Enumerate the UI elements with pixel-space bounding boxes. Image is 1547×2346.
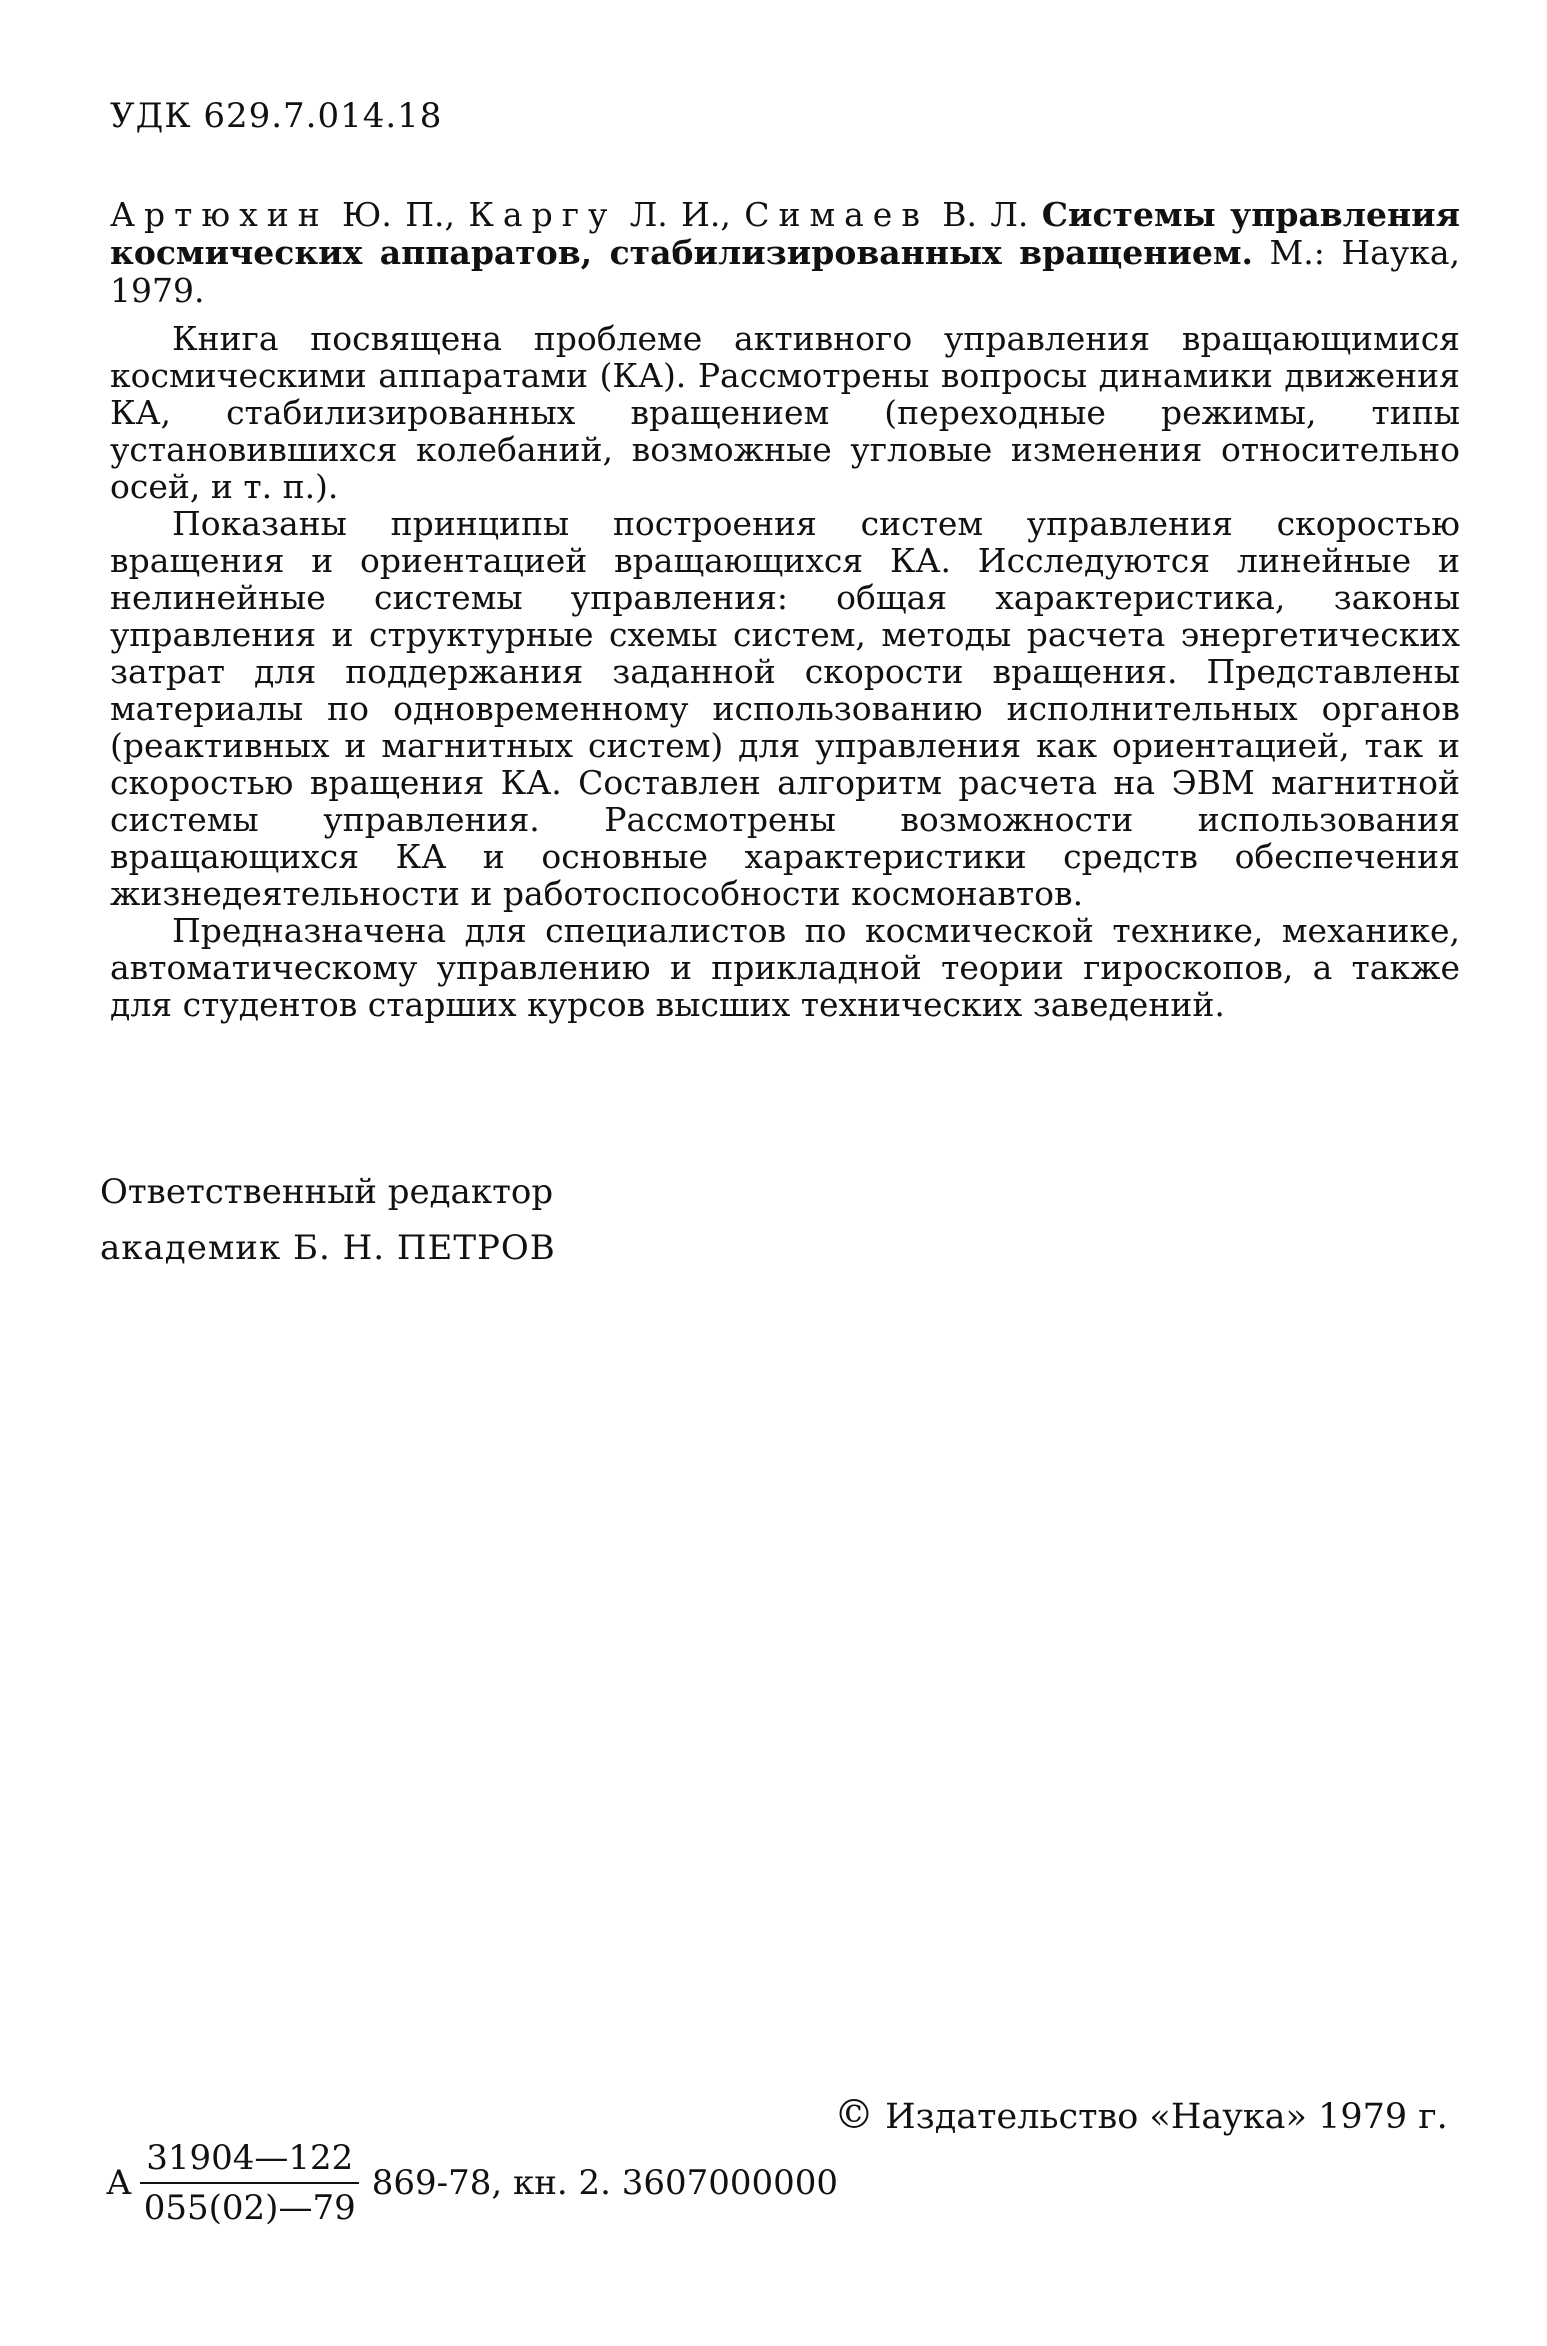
author-3-initials: В. Л. <box>942 195 1029 234</box>
udk-code: УДК 629.7.014.18 <box>110 96 443 136</box>
bibliographic-record <box>110 196 1460 310</box>
catalog-suffix: 869-78, кн. 2. 3607000000 <box>371 2163 839 2203</box>
author-1-surname: Артюхин <box>110 195 329 234</box>
abstract-paragraph: Предназначена для специалистов по космической технике, механике, автоматическому управлению и прикладной теории гироскопов, а также для студентов старших курсов высших технических заведений. <box>110 911 1460 1024</box>
author-3-surname: Симаев <box>744 195 929 234</box>
copyright-text: Издательство «Наука» 1979 г. <box>885 2097 1448 2137</box>
catalog-code <box>106 2138 838 2228</box>
imprint: М.: Наука, 1979. <box>110 233 1460 310</box>
abstract-paragraph: Показаны принципы построения систем управления скоростью вращения и ориентацией вращающихся КА. Исследуются линейные и нелинейные системы управления: общая характеристика, законы управления и структурные схемы систем, методы расчета энергетических затрат для поддержания заданной скорости вращения. Представлены материалы по одновременному использованию исполнительных органов (реактивных и магнитных систем) для управления как ориентацией, так и скоростью вращения КА. Составлен алгоритм расчета на ЭВМ магнитной системы управления. Рассмотрены возможности использования вращающихся КА и основные характеристики средств обеспечения жизнедеятельности и работоспособности космонавтов. <box>110 504 1460 913</box>
abstract <box>110 320 1460 1023</box>
editor-name: академик Б. Н. ПЕТРОВ <box>100 1228 556 1268</box>
book-title: Системы управления космических аппаратов, стабилизированных вращением. <box>110 195 1461 272</box>
copyright-line <box>834 2092 1448 2138</box>
editor-block <box>100 1164 556 1276</box>
catalog-numerator: 31904—122 <box>140 2138 359 2184</box>
author-2-surname: Каргу <box>468 195 617 234</box>
author-1-initials: Ю. П., <box>342 195 456 234</box>
catalog-fraction <box>138 2138 362 2228</box>
abstract-paragraph: Книга посвящена проблеме активного управления вращающимися космическими аппаратами (КА). Рассмотрены вопросы динамики движения КА, стабилизированных вращением (переходные режимы, типы установившихся колебаний, возможные угловые изменения относительно осей, и т. п.). <box>110 319 1460 506</box>
catalog-letter: А <box>106 2163 132 2203</box>
catalog-denominator: 055(02)—79 <box>143 2188 356 2228</box>
author-2-initials: Л. И., <box>629 195 731 234</box>
editor-role: Ответственный редактор <box>100 1172 554 1212</box>
copyright-icon: © <box>834 2092 874 2138</box>
